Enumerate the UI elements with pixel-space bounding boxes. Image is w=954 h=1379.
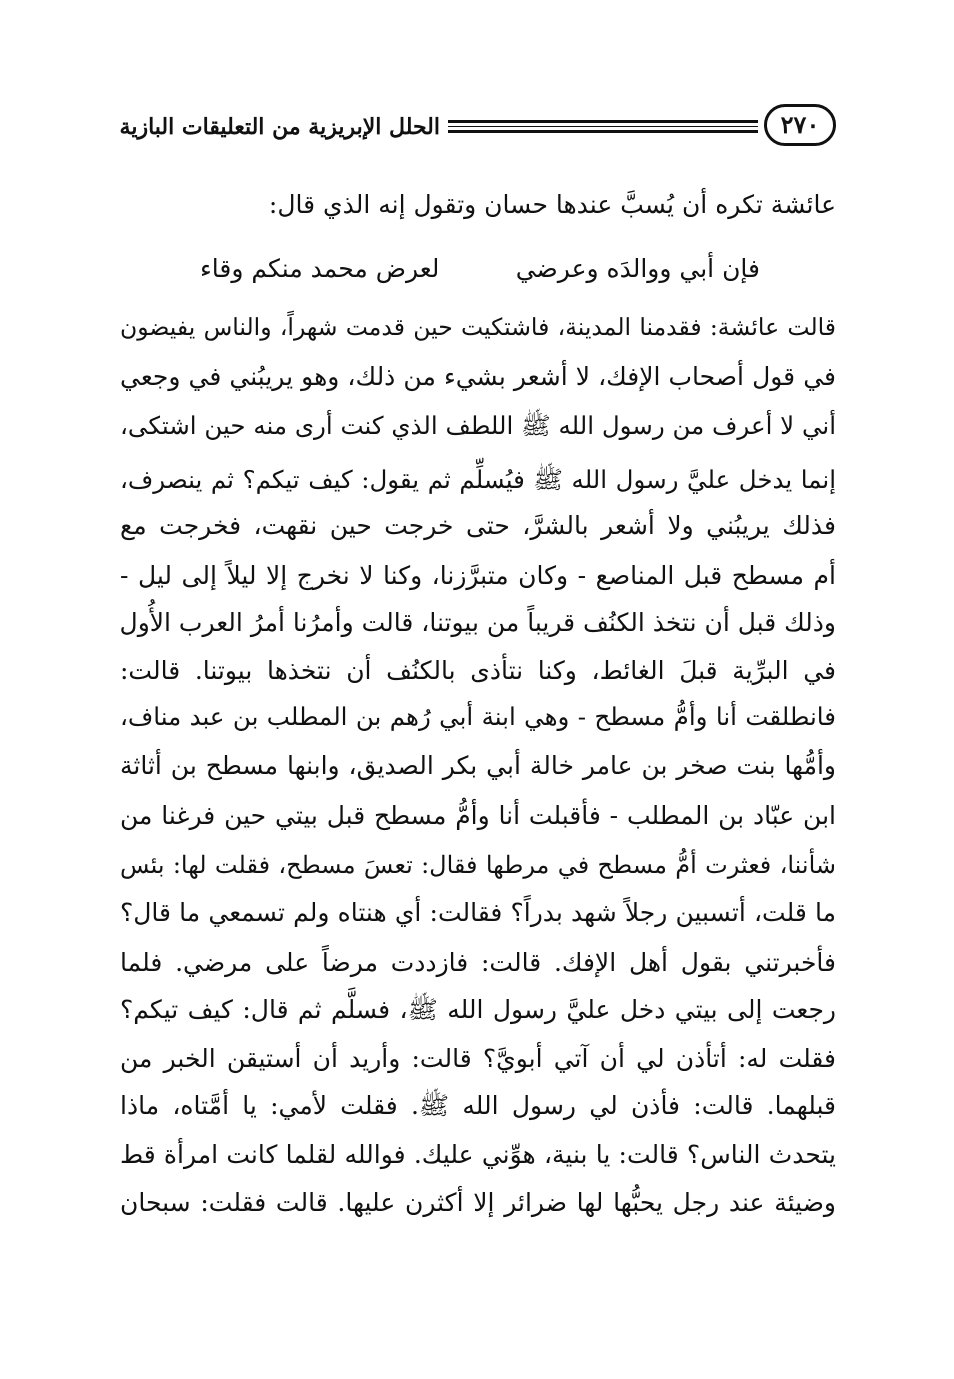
text-line: ابن عبّاد بن المطلب - فأقبلت أنا وأمُّ مسطح قبل بيتي حين فرغنا من xyxy=(120,801,836,830)
header-rule xyxy=(448,120,758,123)
header-rule xyxy=(448,126,758,127)
poetry-verse xyxy=(200,244,760,294)
text-line: شأننا، فعثرت أمُّ مسطح في مرطها فقال: تعسَ مسطح، فقلت لها: بئس xyxy=(120,851,836,879)
text-line: وضيئة عند رجل يحبُّها لها ضرائر إلا أكثرن عليها. قالت فقلت: سبحان xyxy=(120,1188,836,1217)
text-line: فذلك يريبُني ولا أشعر بالشرَّ، حتى خرجت حين نقهت، فخرجت مع xyxy=(120,511,836,540)
text-line: أني لا أعرف من رسول الله ﷺ اللطف الذي كنت أرى منه حين اشتكى، xyxy=(120,411,836,440)
text-line: في قول أصحاب الإفك، لا أشعر بشيء من ذلك، وهو يريبُني في وجعي xyxy=(120,362,836,391)
text-line: فأخبرتني بقول أهل الإفك. قالت: فازددت مرضاً على مرضي. فلما xyxy=(120,948,836,977)
text-line: إنما يدخل عليَّ رسول الله ﷺ فيُسلِّم ثم يقول: كيف تيكم؟ ثم ينصرف، xyxy=(120,465,836,494)
text-line: قالت عائشة: فقدمنا المدينة، فاشتكيت حين قدمت شهراً، والناس يفيضون xyxy=(120,313,836,341)
text-line: أم مسطح قبل المناصع - وكان متبرَّزنا، وكنا لا نخرج إلا ليلاً إلى ليل - xyxy=(120,561,836,590)
verse-second-hemistich: لعرض محمد منكم وقاء xyxy=(200,254,440,283)
page-header xyxy=(118,104,838,152)
text-line: وذلك قبل أن نتخذ الكنُف قريباً من بيوتنا، قالت وأمرُنا أمرُ العرب الأُول xyxy=(119,608,836,637)
text-line: فقلت له: أتأذن لي أن آتي أبويَّ؟ قالت: وأريد أن أستيقن الخبر من xyxy=(120,1044,836,1073)
text-line: في البرِّية قبلَ الغائط، وكنا نتأذى بالكنُف أن نتخذها بيوتنا. قالت: xyxy=(120,656,836,685)
header-rule xyxy=(448,130,758,133)
text-line: فانطلقت أنا وأمُّ مسطح - وهي ابنة أبي رُهم بن المطلب بن عبد مناف، xyxy=(120,702,836,731)
intro-line: عائشة تكره أن يُسبَّ عندها حسان وتقول إنه الذي قال: xyxy=(268,190,836,219)
text-line: يتحدث الناس؟ قالت: يا بنية، هوِّني عليك. فوالله لقلما كانت امرأة قط xyxy=(120,1140,836,1169)
text-line: رجعت إلى بيتي دخل عليَّ رسول الله ﷺ، فسلَّم ثم قال: كيف تيكم؟ xyxy=(120,995,836,1024)
page-number: ٢٧٠ xyxy=(764,104,836,146)
text-line: قبلهما. قالت: فأذن لي رسول الله ﷺ. فقلت لأمي: يا أمَّتاه، ماذا xyxy=(120,1091,836,1120)
verse-first-hemistich: فإن أبي ووالدَه وعرضي xyxy=(515,254,760,283)
text-line: ما قلت، أتسبين رجلاً شهد بدراً؟ فقالت: أي هنتاه ولم تسمعي ما قال؟ xyxy=(120,898,836,927)
book-title: الحلل الإبريزية من التعليقات البازية xyxy=(119,114,440,140)
text-line: وأمُّها بنت صخر بن عامر خالة أبي بكر الصديق، وابنها مسطح بن أثاثة xyxy=(120,751,836,780)
